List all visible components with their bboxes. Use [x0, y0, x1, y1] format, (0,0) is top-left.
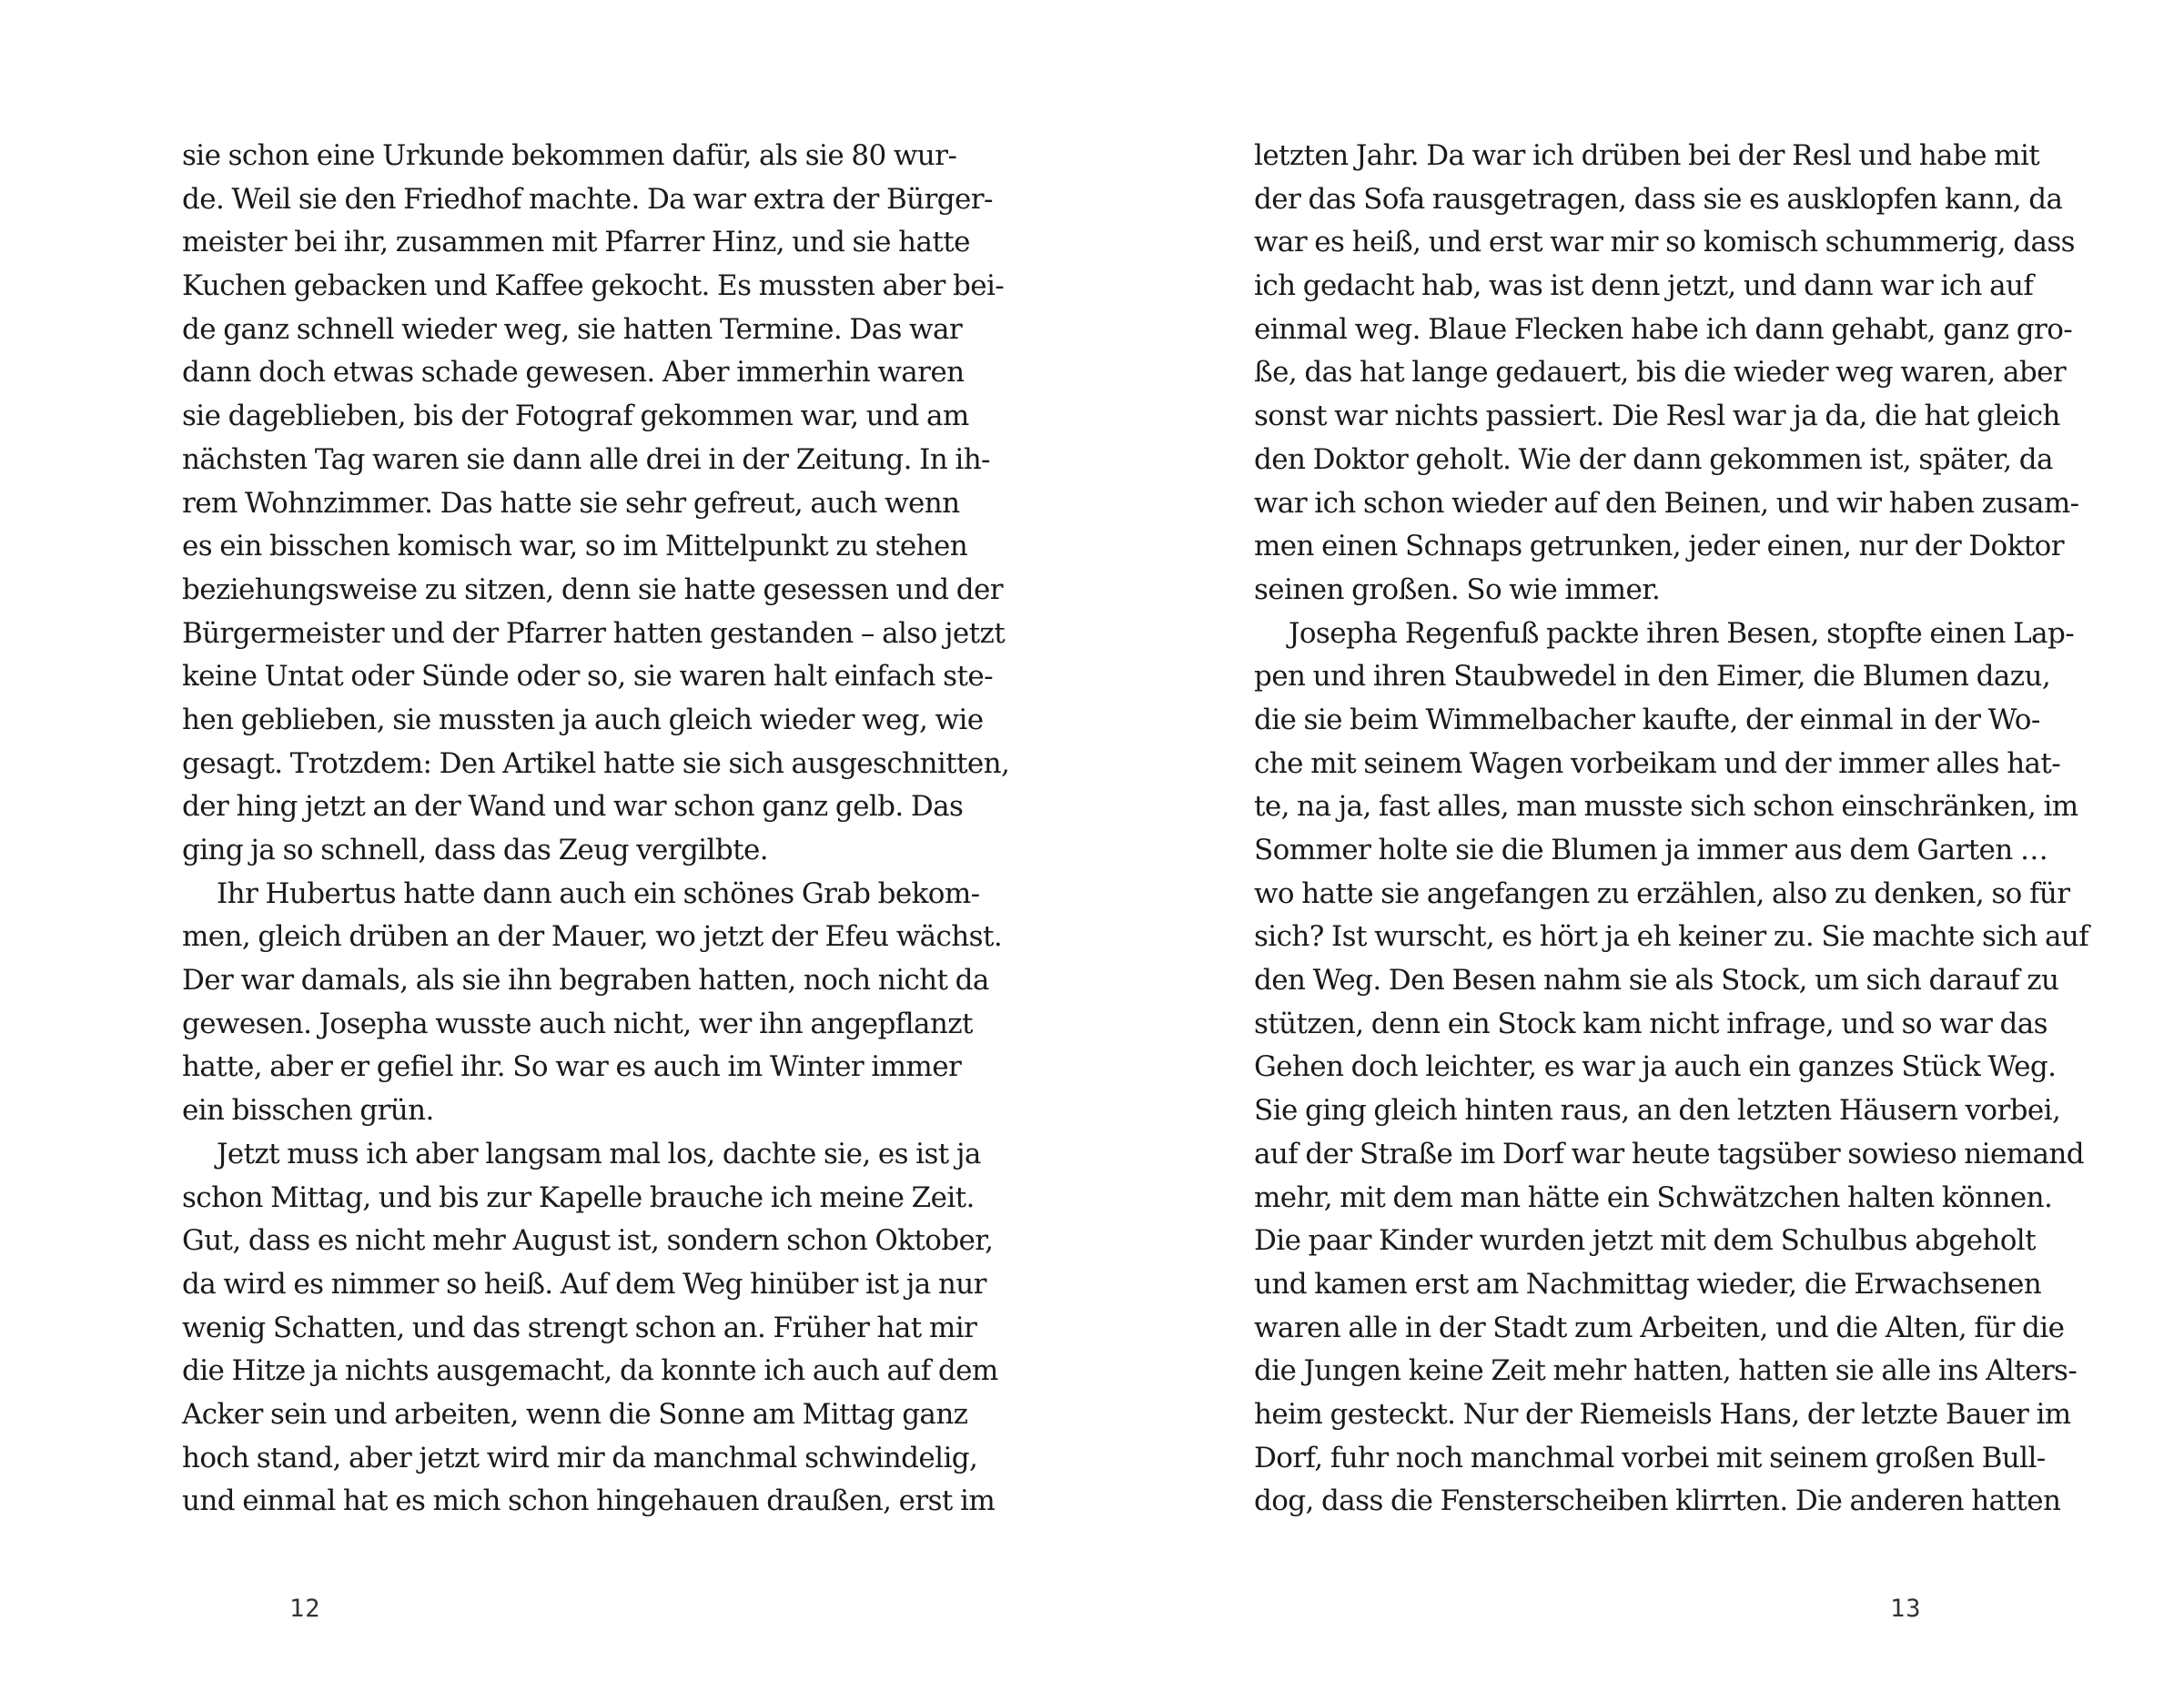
text-line: mehr, mit dem man hätte ein Schwätzchen halten können. [1254, 1180, 2053, 1214]
text-line: Sommer holte sie die Blumen ja immer aus dem Garten … [1254, 834, 2048, 866]
text-line: de. Weil sie den Friedhof machte. Da war extra der Bürger- [182, 182, 993, 216]
text-line: den Weg. Den Besen nahm sie als Stock, um sich darauf zu [1254, 964, 2059, 998]
text-line: rem Wohnzimmer. Das hatte sie sehr gefreut, auch wenn [182, 486, 960, 520]
text-line: die Hitze ja nichts ausgemacht, da konnte ich auch auf dem [182, 1354, 998, 1388]
text-line: seinen großen. So wie immer. [1254, 572, 1661, 606]
text-line: der das Sofa rausgetragen, dass sie es ausklopfen kann, da [1254, 182, 2063, 216]
right-page [1092, 0, 2184, 1702]
text-line: men, gleich drüben an der Mauer, wo jetzt der Efeu wächst. [182, 920, 1003, 954]
right-page-text [1254, 135, 2089, 1524]
text-line: Der war damals, als sie ihn begraben hatten, noch nicht da [182, 964, 989, 998]
text-line: es ein bisschen komisch war, so im Mittelpunkt zu stehen [182, 530, 968, 563]
text-line: Gehen doch leichter, es war ja auch ein ganzes Stück Weg. [1254, 1050, 2057, 1084]
text-line: stützen, denn ein Stock kam nicht infrage, und so war das [1254, 1007, 2048, 1040]
text-line: dog, dass die Fensterscheiben klirrten. Die anderen hatten [1254, 1484, 2061, 1518]
text-line: meister bei ihr, zusammen mit Pfarrer Hinz, und sie hatte [182, 226, 970, 259]
text-line: Acker sein und arbeiten, wenn die Sonne am Mittag ganz [182, 1397, 968, 1431]
text-line: hoch stand, aber jetzt wird mir da manchmal schwindelig, [182, 1441, 978, 1474]
text-line: che mit seinem Wagen vorbeikam und der immer alles hat- [1254, 746, 2061, 780]
text-line: heim gesteckt. Nur der Riemeisls Hans, der letzte Bauer im [1254, 1397, 2071, 1431]
text-line: auf der Straße im Dorf war heute tagsüber sowieso niemand [1254, 1137, 2085, 1170]
text-line: da wird es nimmer so heiß. Auf dem Weg hinüber ist ja nur [182, 1267, 986, 1301]
text-line: hatte, aber er gefiel ihr. So war es auch im Winter immer [182, 1050, 962, 1084]
text-line: war es heiß, und erst war mir so komisch schummerig, dass [1254, 226, 2075, 259]
text-line: Kuchen gebacken und Kaffee gekocht. Es mussten aber bei- [182, 269, 1005, 303]
text-line: die sie beim Wimmelbacher kaufte, der einmal in der Wo- [1254, 703, 2040, 736]
text-line: Gut, dass es nicht mehr August ist, sondern schon Oktober, [182, 1224, 994, 1258]
text-line: waren alle in der Stadt zum Arbeiten, und die Alten, für die [1254, 1311, 2065, 1344]
left-page-text [182, 135, 1010, 1524]
text-line: sie dageblieben, bis der Fotograf gekommen war, und am [182, 400, 969, 433]
text-line: die Jungen keine Zeit mehr hatten, hatten sie alle ins Alters- [1254, 1354, 2078, 1388]
text-line: wenig Schatten, und das strengt schon an. Früher hat mir [182, 1311, 977, 1344]
text-line: letzten Jahr. Da war ich drüben bei der Resl und habe mit [1254, 139, 2040, 172]
text-line: men einen Schnaps getrunken, jeder einen, nur der Doktor [1254, 530, 2064, 563]
text-line: wo hatte sie angefangen zu erzählen, also zu denken, so für [1254, 876, 2070, 910]
text-line: den Doktor geholt. Wie der dann gekommen ist, später, da [1254, 442, 2053, 476]
text-line: pen und ihren Staubwedel in den Eimer, die Blumen dazu, [1254, 660, 2051, 694]
page-number-right: 13 [1890, 1595, 1922, 1623]
text-line: keine Untat oder Sünde oder so, sie waren halt einfach ste- [182, 660, 993, 694]
text-line: Ihr Hubertus hatte dann auch ein schönes Grab bekom- [217, 876, 980, 910]
text-line: ging ja so schnell, dass das Zeug vergilbte. [182, 834, 768, 866]
text-line: ich gedacht hab, was ist denn jetzt, und dann war ich auf [1254, 269, 2034, 303]
text-line: gesagt. Trotzdem: Den Artikel hatte sie sich ausgeschnitten, [182, 746, 1010, 780]
text-line: Sie ging gleich hinten raus, an den letzten Häusern vorbei, [1254, 1094, 2061, 1128]
text-line: sich? Ist wurscht, es hört ja eh keiner zu. Sie machte sich auf [1254, 920, 2089, 954]
text-line: und einmal hat es mich schon hingehauen draußen, erst im [182, 1484, 996, 1518]
text-line: Dorf, fuhr noch manchmal vorbei mit seinem großen Bull- [1254, 1441, 2046, 1474]
text-line: schon Mittag, und bis zur Kapelle brauche ich meine Zeit. [182, 1180, 975, 1214]
text-line: te, na ja, fast alles, man musste sich schon einschränken, im [1254, 790, 2078, 824]
text-line: sonst war nichts passiert. Die Resl war ja da, die hat gleich [1254, 400, 2060, 433]
text-line: hen geblieben, sie mussten ja auch gleich wieder weg, wie [182, 703, 984, 736]
text-line: gewesen. Josepha wusste auch nicht, wer ihn angepflanzt [182, 1007, 973, 1040]
text-line: Josepha Regenfuß packte ihren Besen, stopfte einen Lap- [1289, 616, 2075, 650]
text-line: ße, das hat lange gedauert, bis die wieder weg waren, aber [1254, 356, 2067, 390]
text-line: ein bisschen grün. [182, 1094, 434, 1128]
text-line: dann doch etwas schade gewesen. Aber immerhin waren [182, 356, 965, 390]
page-number-left: 12 [289, 1595, 321, 1623]
text-line: Jetzt muss ich aber langsam mal los, dachte sie, es ist ja [217, 1137, 981, 1170]
text-line: Die paar Kinder wurden jetzt mit dem Schulbus abgeholt [1254, 1224, 2036, 1258]
text-line: war ich schon wieder auf den Beinen, und wir haben zusam- [1254, 486, 2079, 520]
text-line: de ganz schnell wieder weg, sie hatten Termine. Das war [182, 312, 963, 346]
text-line: der hing jetzt an der Wand und war schon ganz gelb. Das [182, 790, 964, 824]
text-line: und kamen erst am Nachmittag wieder, die Erwachsenen [1254, 1267, 2042, 1301]
text-line: nächsten Tag waren sie dann alle drei in der Zeitung. In ih- [182, 442, 990, 476]
text-line: einmal weg. Blaue Flecken habe ich dann gehabt, ganz gro- [1254, 312, 2073, 346]
text-line: sie schon eine Urkunde bekommen dafür, als sie 80 wur- [182, 139, 957, 172]
text-line: Bürgermeister und der Pfarrer hatten gestanden – also jetzt [182, 616, 1006, 650]
text-line: beziehungsweise zu sitzen, denn sie hatte gesessen und der [182, 572, 1003, 606]
